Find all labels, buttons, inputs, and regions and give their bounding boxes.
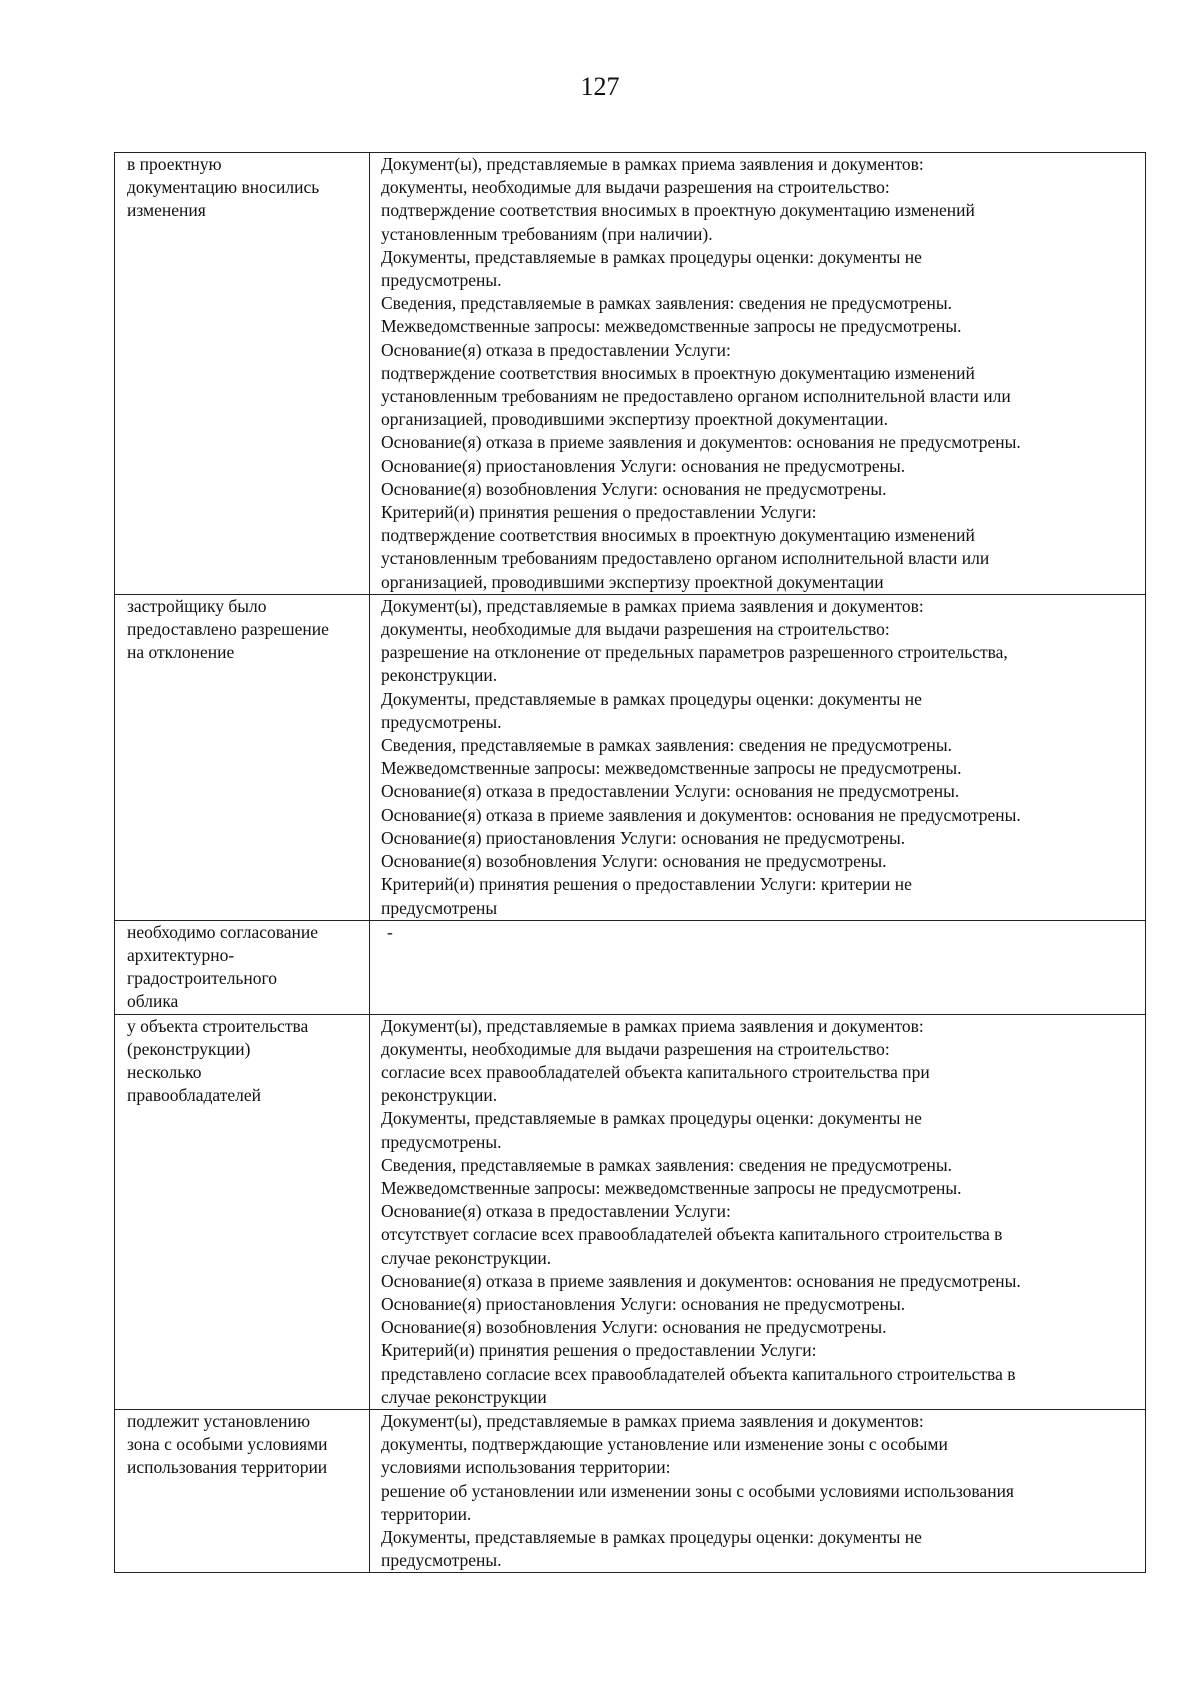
condition-line: подлежит установлению xyxy=(127,1410,311,1431)
table-row xyxy=(115,1014,1146,1409)
condition-cell xyxy=(115,920,370,1014)
details-line: Основание(я) приостановления Услуги: основания не предусмотрены. xyxy=(381,455,906,476)
details-line: разрешение на отклонение от предельных параметров разрешенного строительства, xyxy=(381,642,1008,663)
details-line: условиями использования территории: xyxy=(381,1457,671,1478)
details-cell xyxy=(370,920,1146,1014)
condition-line: несколько xyxy=(127,1061,202,1082)
details-line: представлено согласие всех правообладателей объекта капитального строительства в xyxy=(381,1363,1016,1384)
details-line: установленным требованиям не предоставлено органом исполнительной власти или xyxy=(381,386,1011,407)
condition-cell xyxy=(115,1014,370,1409)
details-line: документы, необходимые для выдачи разрешения на строительство: xyxy=(381,177,890,198)
condition-line: архитектурно- xyxy=(127,944,235,965)
details-line: Основание(я) отказа в предоставлении Услуги: xyxy=(381,1201,731,1222)
details-line: Основание(я) отказа в приеме заявления и документов: основания не предусмотрены. xyxy=(381,1270,1021,1291)
details-line: документы, необходимые для выдачи разрешения на строительство: xyxy=(381,1038,890,1059)
condition-line: правообладателей xyxy=(127,1085,261,1106)
condition-line: (реконструкции) xyxy=(127,1038,251,1059)
details-line: Основание(я) отказа в приеме заявления и документов: основания не предусмотрены. xyxy=(381,804,1021,825)
details-cell xyxy=(370,153,1146,595)
details-line: Основание(я) возобновления Услуги: основания не предусмотрены. xyxy=(381,478,887,499)
details-line: Основание(я) отказа в предоставлении Услуги: основания не предусмотрены. xyxy=(381,781,960,802)
details-line: предусмотрены xyxy=(381,897,498,918)
page-number: 127 xyxy=(580,72,620,101)
condition-line: изменения xyxy=(127,200,206,221)
condition-cell xyxy=(115,153,370,595)
details-line: организацией, проводившими экспертизу проектной документации. xyxy=(381,409,888,430)
details-line: Основание(я) отказа в приеме заявления и документов: основания не предусмотрены. xyxy=(381,432,1021,453)
condition-line: зона с особыми условиями xyxy=(127,1434,328,1455)
condition-cell xyxy=(115,594,370,920)
condition-line: градостроительного xyxy=(127,968,278,989)
details-line: Сведения, представляемые в рамках заявления: сведения не предусмотрены. xyxy=(381,1154,953,1175)
condition-line: облика xyxy=(127,991,179,1012)
details-line: Критерий(и) принятия решения о предоставлении Услуги: xyxy=(381,502,817,523)
details-line: территории. xyxy=(381,1503,472,1524)
details-line: согласие всех правообладателей объекта капитального строительства при xyxy=(381,1061,930,1082)
table-body xyxy=(115,153,1146,1573)
condition-line: необходимо согласование xyxy=(127,921,319,942)
details-line: документы, необходимые для выдачи разрешения на строительство: xyxy=(381,619,890,640)
details-line: предусмотрены. xyxy=(381,270,502,291)
details-line: реконструкции. xyxy=(381,665,498,686)
details-line: предусмотрены. xyxy=(381,711,502,732)
details-line: установленным требованиям (при наличии). xyxy=(381,223,713,244)
details-line: Сведения, представляемые в рамках заявления: сведения не предусмотрены. xyxy=(381,293,953,314)
details-line: случае реконструкции xyxy=(381,1386,547,1407)
details-line: подтверждение соответствия вносимых в проектную документацию изменений xyxy=(381,525,975,546)
condition-line: документацию вносились xyxy=(127,177,320,198)
condition-line: предоставлено разрешение xyxy=(127,619,329,640)
details-line: подтверждение соответствия вносимых в проектную документацию изменений xyxy=(381,200,975,221)
condition-line: у объекта строительства xyxy=(127,1015,309,1036)
details-line: Основание(я) возобновления Услуги: основания не предусмотрены. xyxy=(381,1317,887,1338)
details-cell xyxy=(370,1014,1146,1409)
details-line: Документы, представляемые в рамках процедуры оценки: документы не xyxy=(381,688,922,709)
details-line: Сведения, представляемые в рамках заявления: сведения не предусмотрены. xyxy=(381,735,953,756)
details-line: Документы, представляемые в рамках процедуры оценки: документы не xyxy=(381,1526,922,1547)
details-line: Документ(ы), представляемые в рамках приема заявления и документов: xyxy=(381,595,924,616)
details-line: Критерий(и) принятия решения о предоставлении Услуги: xyxy=(381,1340,817,1361)
details-line: организацией, проводившими экспертизу проектной документации xyxy=(381,571,884,592)
condition-line: на отклонение xyxy=(127,642,235,663)
condition-cell xyxy=(115,1409,370,1572)
table-row xyxy=(115,920,1146,1014)
details-line: Документ(ы), представляемые в рамках приема заявления и документов: xyxy=(381,154,924,174)
table-row xyxy=(115,153,1146,595)
condition-line: использования территории xyxy=(127,1457,328,1478)
details-line: - xyxy=(387,921,393,942)
details-line: Межведомственные запросы: межведомственные запросы не предусмотрены. xyxy=(381,1177,962,1198)
details-cell xyxy=(370,1409,1146,1572)
details-line: Документы, представляемые в рамках процедуры оценки: документы не xyxy=(381,1108,922,1129)
conditions-table xyxy=(114,152,1146,1573)
details-line: Документ(ы), представляемые в рамках приема заявления и документов: xyxy=(381,1015,924,1036)
details-cell xyxy=(370,594,1146,920)
details-line: решение об установлении или изменении зоны с особыми условиями использования xyxy=(381,1480,1014,1501)
details-line: документы, подтверждающие установление или изменение зоны с особыми xyxy=(381,1434,948,1455)
details-line: случае реконструкции. xyxy=(381,1247,552,1268)
details-line: Основание(я) приостановления Услуги: основания не предусмотрены. xyxy=(381,827,906,848)
table-row xyxy=(115,594,1146,920)
condition-line: в проектную xyxy=(127,154,222,174)
details-line: Межведомственные запросы: межведомственные запросы не предусмотрены. xyxy=(381,316,962,337)
details-line: Критерий(и) принятия решения о предоставлении Услуги: критерии не xyxy=(381,874,912,895)
details-line: Основание(я) отказа в предоставлении Услуги: xyxy=(381,339,731,360)
details-line: подтверждение соответствия вносимых в проектную документацию изменений xyxy=(381,362,975,383)
details-line: Межведомственные запросы: межведомственные запросы не предусмотрены. xyxy=(381,758,962,779)
details-line: установленным требованиям предоставлено органом исполнительной власти или xyxy=(381,548,990,569)
details-line: Основание(я) приостановления Услуги: основания не предусмотрены. xyxy=(381,1293,906,1314)
details-line: Документ(ы), представляемые в рамках приема заявления и документов: xyxy=(381,1410,924,1431)
details-line: Основание(я) возобновления Услуги: основания не предусмотрены. xyxy=(381,851,887,872)
condition-line: застройщику было xyxy=(127,595,267,616)
details-line: Документы, представляемые в рамках процедуры оценки: документы не xyxy=(381,246,922,267)
details-line: предусмотрены. xyxy=(381,1550,502,1571)
table-row xyxy=(115,1409,1146,1572)
details-line: реконструкции. xyxy=(381,1085,498,1106)
details-line: предусмотрены. xyxy=(381,1131,502,1152)
details-line: отсутствует согласие всех правообладателей объекта капитального строительства в xyxy=(381,1224,1003,1245)
